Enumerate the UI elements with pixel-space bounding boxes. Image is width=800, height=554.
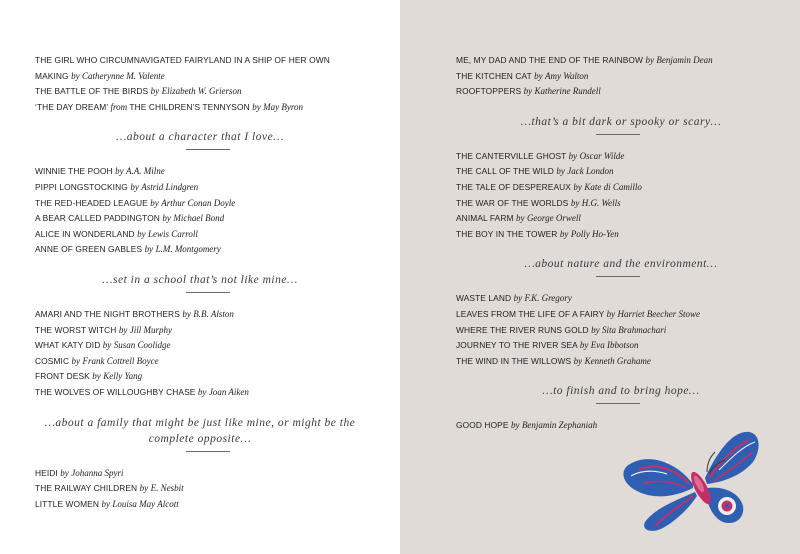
book-title: THE TALE OF DESPEREAUX (456, 181, 571, 192)
book-title: WHAT KATY DID (35, 340, 101, 351)
book-entry (35, 481, 380, 497)
book-author: Eva Ibbotson (590, 340, 639, 351)
book-title: THE WIND IN THE WILLOWS (456, 355, 572, 366)
book-entry (456, 354, 780, 370)
book-author: Louisa May Alcott (112, 498, 179, 509)
book-connector: by (645, 55, 654, 65)
heading-divider (186, 292, 230, 293)
book-entry (35, 53, 365, 84)
book-connector: by (573, 181, 582, 192)
book-connector: by (60, 467, 69, 478)
book-author: Joan Aiken (208, 386, 249, 397)
book-title: COSMIC (35, 355, 70, 366)
book-author: Katherine Rundell (534, 86, 601, 97)
book-entry (456, 307, 780, 323)
book-author: Arthur Conan Doyle (161, 197, 236, 208)
book-entry (456, 291, 780, 307)
book-connector: by (162, 213, 171, 224)
book-connector: by (102, 340, 112, 351)
book-author: Benjamin Dean (656, 55, 713, 65)
section-heading: …about nature and the environment… (524, 258, 718, 271)
section-heading: …about a character that I love… (116, 131, 284, 144)
book-title: JOURNEY TO THE RIVER SEA (456, 340, 578, 351)
book-connector: by (71, 70, 80, 81)
book-title: LEAVES FROM THE LIFE OF A FAIRY (456, 308, 605, 319)
moth-icon (615, 422, 765, 542)
book-entry (456, 84, 780, 100)
book-author: Frank Cottrell Boyce (82, 355, 159, 366)
section-spooky (456, 114, 780, 243)
book-title: THE WAR OF THE WORLDS (456, 197, 569, 208)
book-author: Kate di Camillo (584, 181, 642, 192)
section-heading: …set in a school that’s not like mine… (102, 273, 298, 286)
section-nature (456, 256, 780, 369)
book-connector: by (559, 228, 569, 239)
book-connector: by (139, 483, 149, 494)
book-entry (456, 323, 780, 339)
book-title: ME, MY DAD AND THE END OF THE RAINBOW (456, 55, 644, 65)
book-connector: by (573, 355, 583, 366)
section-family (35, 415, 380, 513)
book-connector: by (556, 166, 565, 177)
book-author: Johanna Spyri (71, 467, 124, 478)
book-connector: from (110, 101, 128, 112)
book-connector: by (197, 386, 207, 397)
book-title: LITTLE WOMEN (35, 498, 100, 509)
book-author: Michael Bond (173, 213, 225, 224)
book-author: Benjamin Zephaniah (521, 420, 598, 431)
book-entry (35, 385, 380, 401)
book-author: E. Nesbit (150, 483, 184, 494)
book-connector: by (137, 228, 146, 239)
book-title: PIPPI LONGSTOCKING (35, 181, 128, 192)
book-entry (456, 69, 780, 85)
book-connector: by (150, 86, 160, 97)
heading-divider (186, 149, 230, 150)
book-entry (456, 149, 780, 165)
intro-list (456, 53, 780, 100)
book-author: Harriet Beecher Stowe (617, 308, 701, 319)
book-title: FRONT DESK (35, 371, 90, 382)
book-author: Amy Walton (545, 70, 589, 81)
book-connector: by (252, 101, 261, 112)
book-title: ANNE OF GREEN GABLES (35, 244, 143, 255)
book-entry (35, 227, 380, 243)
book-connector: by (71, 355, 81, 366)
book-title: HEIDI (35, 467, 58, 478)
book-author: H.G. Wells (581, 197, 621, 208)
book-title: WINNIE THE POOH (35, 166, 113, 177)
intro-list (35, 53, 380, 115)
book-author: George Orwell (526, 213, 581, 224)
book-connector: by (92, 371, 101, 382)
book-connector: by (150, 197, 159, 208)
book-entry (35, 369, 380, 385)
book-author: Lewis Carroll (148, 228, 198, 239)
book-connector: by (534, 70, 543, 81)
book-connector: by (523, 86, 533, 97)
book-connector: by (182, 308, 191, 319)
book-connector: by (591, 324, 600, 335)
book-title: ‘THE DAY DREAM’ (35, 101, 109, 112)
book-author: Susan Coolidge (113, 340, 171, 351)
book-entry (35, 354, 380, 370)
book-entry (35, 323, 380, 339)
book-entry (456, 211, 780, 227)
book-author: Kelly Yang (103, 371, 143, 382)
book-entry (456, 196, 780, 212)
book-entry (35, 497, 380, 513)
book-author: L.M. Montgomery (155, 244, 221, 255)
book-author: F.K. Gregory (524, 293, 572, 304)
book-connector: by (513, 293, 523, 304)
section-heading: …that’s a bit dark or spooky or scary… (520, 115, 722, 128)
book-title: THE CALL OF THE WILD (456, 166, 554, 177)
book-author: Jill Murphy (129, 324, 172, 335)
heading-divider (596, 403, 640, 404)
book-title: THE WOLVES OF WILLOUGHBY CHASE (35, 386, 196, 397)
book-connector: by (511, 420, 520, 431)
book-connector: by (101, 498, 110, 509)
book-title: THE BOY IN THE TOWER (456, 228, 558, 239)
book-entry (35, 338, 380, 354)
book-author: Catherynne M. Valente (82, 70, 165, 81)
book-title: THE WORST WITCH (35, 324, 117, 335)
book-title: THE RED-HEADED LEAGUE (35, 197, 148, 208)
book-title: THE RAILWAY CHILDREN (35, 483, 138, 494)
heading-divider (596, 276, 640, 277)
book-connector: by (115, 166, 124, 177)
book-entry (35, 211, 380, 227)
book-connector: by (570, 197, 580, 208)
section-school (35, 272, 380, 401)
book-connector: by (606, 308, 616, 319)
book-connector: by (130, 181, 139, 192)
book-entry (35, 466, 380, 482)
section-heading: …about a family that might be just like mine, or might be the complete opposite… (44, 416, 356, 445)
book-entry (456, 180, 780, 196)
book-collection-title: THE CHILDREN’S TENNYSON (129, 101, 250, 112)
book-author: B.B. Alston (193, 308, 234, 319)
book-entry (456, 53, 780, 69)
book-entry (35, 84, 380, 100)
book-connector: by (579, 340, 589, 351)
book-entry (35, 100, 380, 116)
book-title: WHERE THE RIVER RUNS GOLD (456, 324, 589, 335)
section-character (35, 129, 380, 258)
book-connector: by (144, 244, 154, 255)
book-title: ANIMAL FARM (456, 213, 514, 224)
book-author: May Byron (263, 101, 304, 112)
book-title: ALICE IN WONDERLAND (35, 228, 135, 239)
book-title: ROOFTOPPERS (456, 86, 522, 97)
book-entry (35, 164, 380, 180)
book-title: THE BATTLE OF THE BIRDS (35, 86, 149, 97)
book-connector: by (118, 324, 128, 335)
book-author: Sita Brahmachari (602, 324, 667, 335)
book-author: Polly Ho-Yen (570, 228, 619, 239)
book-entry (456, 227, 780, 243)
book-entry (35, 242, 380, 258)
book-entry (35, 307, 380, 323)
book-entry (456, 338, 780, 354)
section-heading: …to finish and to bring hope… (542, 385, 700, 398)
book-title: AMARI AND THE NIGHT BROTHERS (35, 308, 180, 319)
book-entry (456, 164, 780, 180)
book-author: Jack London (567, 166, 614, 177)
book-title: GOOD HOPE (456, 420, 509, 431)
book-author: Elizabeth W. Grierson (161, 86, 242, 97)
heading-divider (596, 134, 640, 135)
book-title: A BEAR CALLED PADDINGTON (35, 213, 160, 224)
book-author: A.A. Milne (126, 166, 165, 177)
book-title: WASTE LAND (456, 293, 512, 304)
book-connector: by (568, 150, 578, 161)
book-title: THE CANTERVILLE GHOST (456, 150, 567, 161)
book-author: Oscar Wilde (579, 150, 625, 161)
book-author: Astrid Lindgren (141, 181, 199, 192)
book-entry (35, 180, 380, 196)
book-connector: by (516, 213, 525, 224)
book-author: Kenneth Grahame (584, 355, 651, 366)
book-entry (35, 196, 380, 212)
book-title: THE GIRL WHO CIRCUMNAVIGATED FAIRYLAND IN A SHIP OF HER OWN MAKING (35, 55, 330, 81)
heading-divider (186, 451, 230, 452)
book-title: THE KITCHEN CAT (456, 70, 532, 81)
